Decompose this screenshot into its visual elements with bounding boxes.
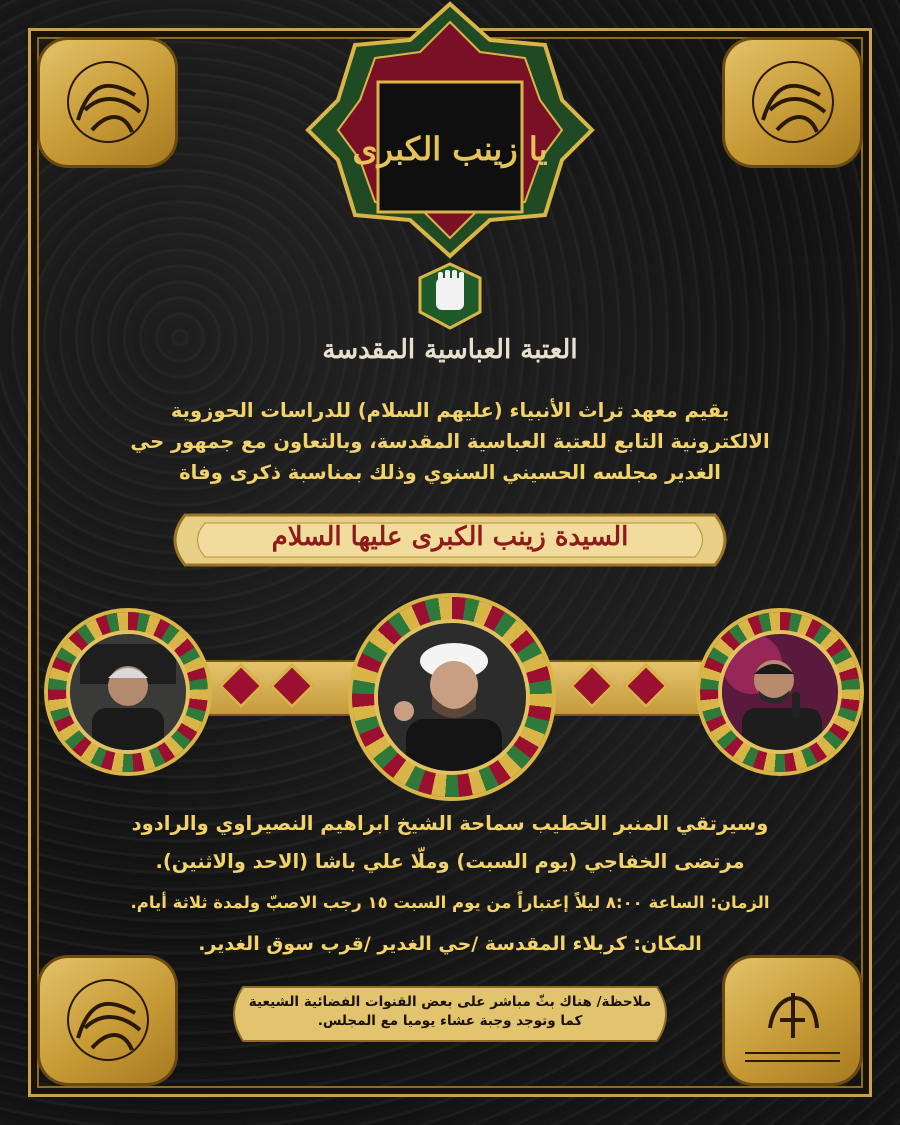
event-time: الزمان: الساعة ٨:٠٠ ليلاً إعتباراً من يوم السبت ١٥ رجب الاصبّ ولمدة ثلاثة أيام. <box>130 893 770 912</box>
intro-line-2: الالكترونية التابع للعتبة العباسية المقدسة، وبالتعاون مع جمهور حي <box>130 430 770 453</box>
corner-seal-bottom-left <box>40 958 175 1083</box>
intro-text <box>120 395 780 488</box>
program-details <box>100 805 800 881</box>
calligraphy-seal-icon <box>725 40 860 165</box>
details-line-1: وسيرتقي المنبر الخطيب سماحة الشيخ ابراهيم النصيراوي والرادود <box>131 812 769 835</box>
speaker-photo-right <box>718 630 842 754</box>
hand-logo-icon <box>410 262 490 330</box>
intro-line-1: يقيم معهد تراث الأنبياء (عليهم السلام) للدراسات الحوزوية <box>170 399 730 422</box>
corner-seal-top-right <box>725 40 860 165</box>
note-box <box>225 985 675 1043</box>
calligraphy-seal-icon <box>40 958 175 1083</box>
speaker-photo-center <box>374 619 530 775</box>
intro-line-3: الغدير مجلسه الحسيني السنوي وذلك بمناسبة ذكرى وفاة <box>179 461 721 484</box>
note-line-2: كما وتوجد وجبة عشاء يوميا مع المجلس. <box>317 1013 583 1029</box>
institute-logo-icon <box>725 958 860 1083</box>
shrine-name: العتبة العباسية المقدسة <box>322 335 578 365</box>
speaker-medallion-right <box>700 612 860 772</box>
emblem-title: يا زينب الكبرى <box>352 130 548 168</box>
corner-seal-top-left <box>40 40 175 165</box>
institute-logo-seal <box>725 958 860 1083</box>
occasion-banner <box>165 505 735 575</box>
speaker-medallion-left <box>48 612 208 772</box>
top-emblem <box>300 0 600 260</box>
calligraphy-seal-icon <box>40 40 175 165</box>
speaker-medallion-center <box>352 597 552 797</box>
note-text <box>225 993 675 1031</box>
details-line-2: مرتضى الخفاجي (يوم السبت) وملّا علي باشا (الاحد والاثنين). <box>155 850 745 873</box>
occasion-title: السيدة زينب الكبرى عليها السلام <box>271 522 629 552</box>
note-line-1: ملاحظة/ هناك بثّ مباشر على بعض القنوات الفضائية الشيعية <box>248 994 652 1010</box>
event-place: المكان: كربلاء المقدسة /حي الغدير /قرب سوق الغدير. <box>198 933 702 955</box>
speaker-photo-left <box>66 630 190 754</box>
